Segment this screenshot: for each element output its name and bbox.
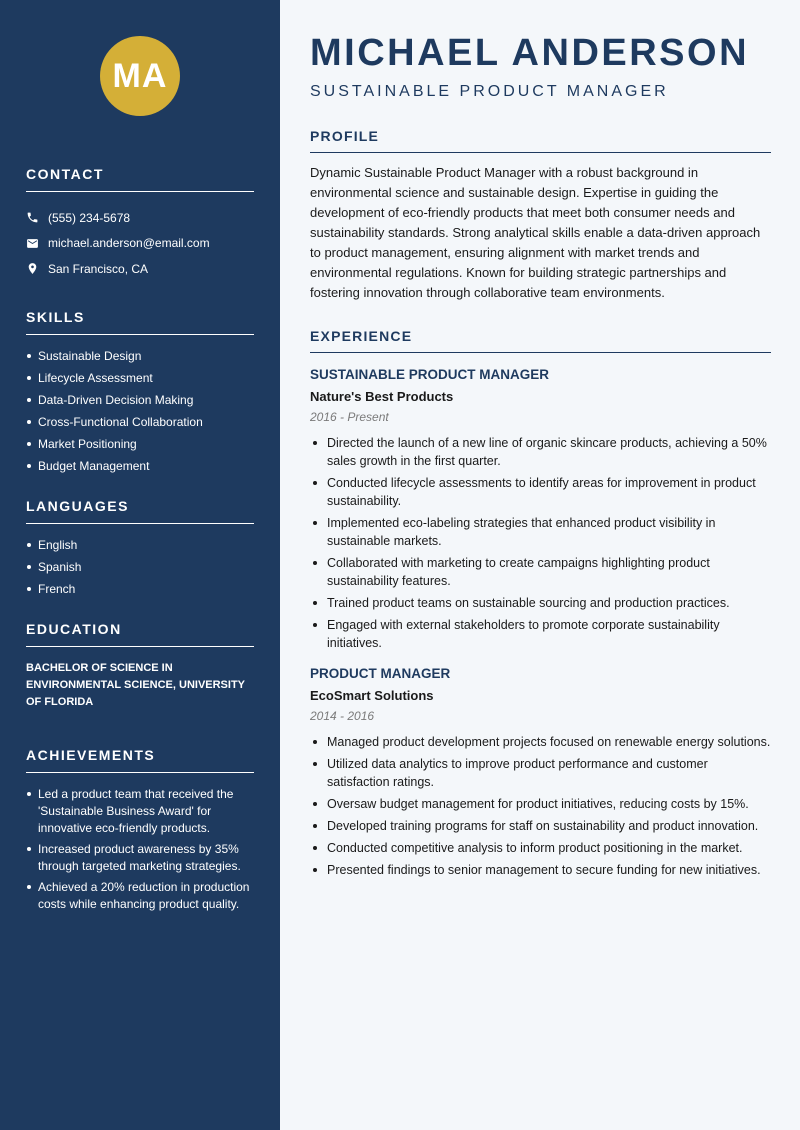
phone-icon <box>26 211 39 224</box>
job-bullet: Conducted competitive analysis to inform product positioning in the market. <box>310 839 771 857</box>
job-dates: 2014 - 2016 <box>310 709 375 723</box>
job-bullet: Developed training programs for staff on sustainability and product innovation. <box>310 817 771 835</box>
job-company: EcoSmart Solutions <box>310 688 434 703</box>
contact-section <box>26 166 254 282</box>
sidebar <box>0 0 280 1130</box>
language-item: Spanish <box>26 559 254 575</box>
education-degree: BACHELOR OF SCIENCE IN ENVIRONMENTAL SCIENCE, UNIVERSITY OF FLORIDA <box>26 661 245 708</box>
achievement-item: Led a product team that received the 'Sustainable Business Award' for innovative eco-friendly products. <box>26 786 254 837</box>
location-pin-icon <box>26 262 39 275</box>
candidate-name: MICHAEL ANDERSON <box>310 32 750 74</box>
job-bullet: Collaborated with marketing to create campaigns highlighting product sustainability features. <box>310 554 771 590</box>
job-entry <box>310 367 771 652</box>
skills-heading: SKILLS <box>26 309 254 335</box>
education-heading: EDUCATION <box>26 621 254 647</box>
languages-list <box>26 537 254 597</box>
job-entry <box>310 666 771 879</box>
contact-heading: CONTACT <box>26 166 254 192</box>
achievements-heading: ACHIEVEMENTS <box>26 747 254 773</box>
languages-heading: LANGUAGES <box>26 498 254 524</box>
job-bullets <box>310 434 771 652</box>
skill-item: Data-Driven Decision Making <box>26 392 254 408</box>
job-bullet: Conducted lifecycle assessments to identify areas for improvement in product sustainability. <box>310 474 771 510</box>
profile-text: Dynamic Sustainable Product Manager with a robust background in environmental science and sustainable design. Expertise in guiding the development of eco-friendly products that meet both consumer needs and sustainability standards. Strong analytical skills enable a data-driven approach to product management, ensuring alignment with market trends and environmental regulations. Known for building strategic partnerships and fostering innovation through collaborative team environments. <box>310 165 761 300</box>
job-bullet: Trained product teams on sustainable sourcing and production practices. <box>310 594 771 612</box>
job-bullet: Managed product development projects focused on renewable energy solutions. <box>310 733 771 751</box>
avatar-initials: MA <box>100 36 180 116</box>
phone-text: (555) 234-5678 <box>48 210 131 225</box>
languages-section <box>26 498 254 597</box>
language-item: English <box>26 537 254 553</box>
skill-item: Sustainable Design <box>26 348 254 364</box>
achievements-section <box>26 747 254 913</box>
job-title: SUSTAINABLE PRODUCT MANAGER <box>310 367 549 382</box>
profile-heading: PROFILE <box>310 128 771 153</box>
education-section <box>26 621 254 711</box>
achievements-list <box>26 786 254 913</box>
language-item: French <box>26 581 254 597</box>
experience-section <box>310 328 771 883</box>
job-bullet: Oversaw budget management for product initiatives, reducing costs by 15%. <box>310 795 771 813</box>
profile-section <box>310 128 771 303</box>
skill-item: Lifecycle Assessment <box>26 370 254 386</box>
job-company: Nature's Best Products <box>310 389 454 404</box>
job-bullet: Engaged with external stakeholders to promote corporate sustainability initiatives. <box>310 616 771 652</box>
job-title: PRODUCT MANAGER <box>310 666 451 681</box>
job-bullet: Directed the launch of a new line of organic skincare products, achieving a 50% sales growth in the first quarter. <box>310 434 771 470</box>
contact-email <box>26 231 254 257</box>
skills-list <box>26 348 254 474</box>
skill-item: Cross-Functional Collaboration <box>26 414 254 430</box>
job-dates: 2016 - Present <box>310 410 389 424</box>
job-bullet: Implemented eco-labeling strategies that enhanced product visibility in sustainable markets. <box>310 514 771 550</box>
skill-item: Budget Management <box>26 458 254 474</box>
experience-heading: EXPERIENCE <box>310 328 771 353</box>
achievement-item: Achieved a 20% reduction in production costs while enhancing product quality. <box>26 879 254 913</box>
email-icon <box>26 237 39 250</box>
skill-item: Market Positioning <box>26 436 254 452</box>
location-text: San Francisco, CA <box>48 261 149 276</box>
skills-section <box>26 309 254 474</box>
email-text[interactable]: michael.anderson@email.com <box>48 236 210 251</box>
candidate-title: SUSTAINABLE PRODUCT MANAGER <box>310 83 669 100</box>
job-bullet: Presented findings to senior management to secure funding for new initiatives. <box>310 861 771 879</box>
contact-phone <box>26 205 254 231</box>
achievement-item: Increased product awareness by 35% through targeted marketing strategies. <box>26 841 254 875</box>
contact-location <box>26 256 254 282</box>
job-bullet: Utilized data analytics to improve product performance and customer satisfaction ratings. <box>310 755 771 791</box>
job-bullets <box>310 733 771 879</box>
